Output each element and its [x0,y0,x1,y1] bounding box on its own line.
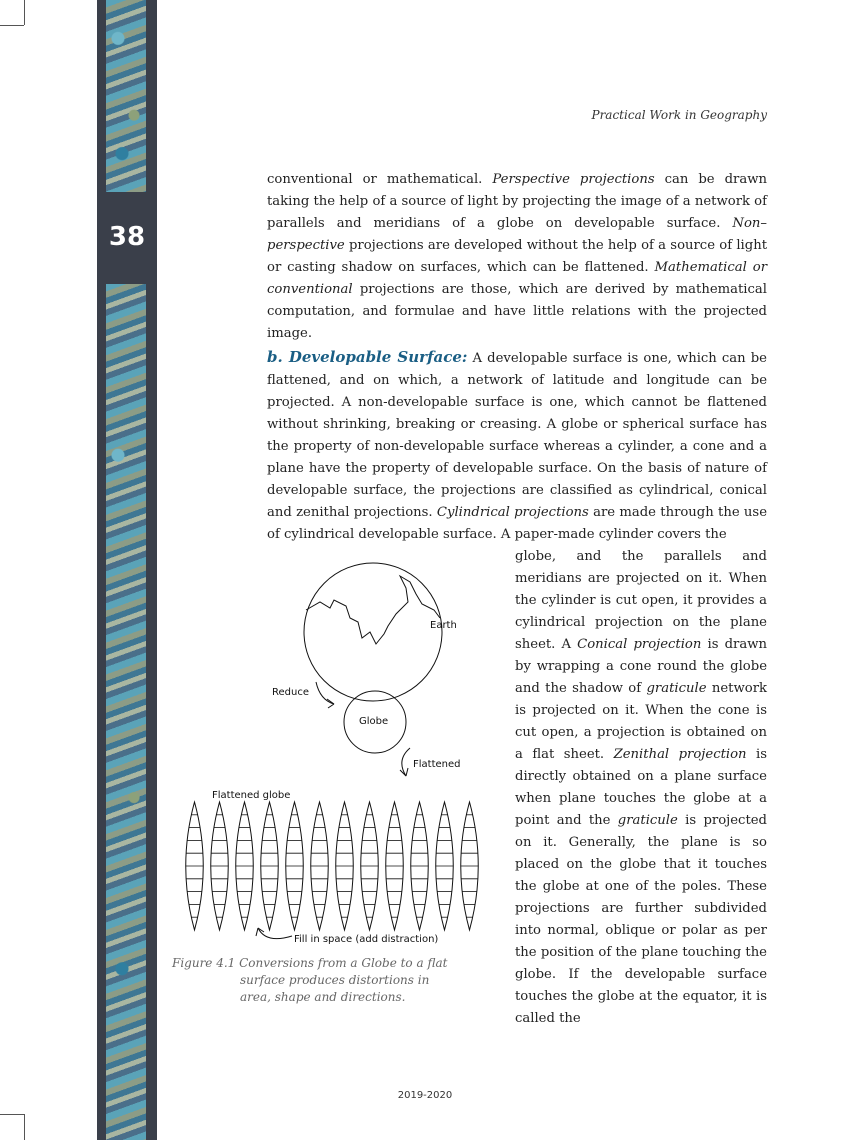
reduce-arrow [316,682,334,704]
globe-label: Globe [359,716,389,727]
satellite-image-strip [106,0,146,192]
paragraph-developable-surface: b. Developable Surface: A developable surface is one, which can be flattened, and on which, a network of latitude and longitude can be projected. A non-developable surface is one, which cannot be flattened without shrinking, breaking or creasing. A globe or spherical surface has the property of non-developable surface whereas a cylinder, a cone and a plane have the property of developable surface. On the basis of nature of developable surface, the projections are classified as cylindrical, conical and zenithal projections. Cylindrical projections are made through the use of cylindrical developable surface. A paper-made cylinder covers the [267,348,767,542]
section-heading: b. Developable Surface: [267,348,468,366]
fill-arrow [258,928,292,939]
page-footer-year: 2019-2020 [397,1090,453,1101]
satellite-image-strip [106,284,146,1140]
running-head: Practical Work in Geography [591,108,767,122]
figure-caption: Figure 4.1 Conversions from a Globe to a flat surface produces distortions in area, shape and directions. [172,956,448,1004]
paragraph-right-column: globe, and the parallels and meridians are projected on it. When the cylinder is cut open, it provides a cylindrical projection on the plane sheet. A Conical projection is drawn by wrapping a cone round the globe and the shadow of graticule network is projected on it. When the cone is cut open, a projection is obtained on a flat sheet. Zenithal projection is directly obtained on a plane surface when plane touches the globe at a point and the graticule is projected on it. Generally, the plane is so placed on the globe that it touches the globe at one of the poles. These projections are further subdivided into normal, oblique or polar as per the position of the plane touching the globe. If the developable surface touches the globe at the equator, it is called the [515,549,768,1026]
earth-landmass-outline [306,576,440,644]
earth-circle [304,563,442,701]
crop-mark [24,0,25,25]
fill-space-label: Fill in space (add distraction) [294,934,439,945]
reduce-label: Reduce [272,687,309,698]
flattened-arrow [402,748,410,776]
flattened-globe-label: Flattened globe [212,790,291,801]
crop-mark [0,1114,24,1115]
flattened-label: Flattened [413,759,461,770]
figure-globe-conversion [170,560,500,960]
crop-mark [24,1114,25,1140]
page-number: 38 [108,222,146,252]
paragraph-projections: conventional or mathematical. Perspective projections can be drawn taking the help of a source of light by projecting the image of a network of parallels and meridians of a globe on developable surface. Non–perspective projections are developed without the help of a source of light or casting shadow on surfaces, which can be flattened. Mathematical or conventional projections are those, which are derived by mathematical computation, and formulae and have little relations with the projected image. [267,172,768,341]
earth-label: Earth [430,620,457,631]
crop-mark [0,25,24,26]
flattened-gores [186,802,479,930]
